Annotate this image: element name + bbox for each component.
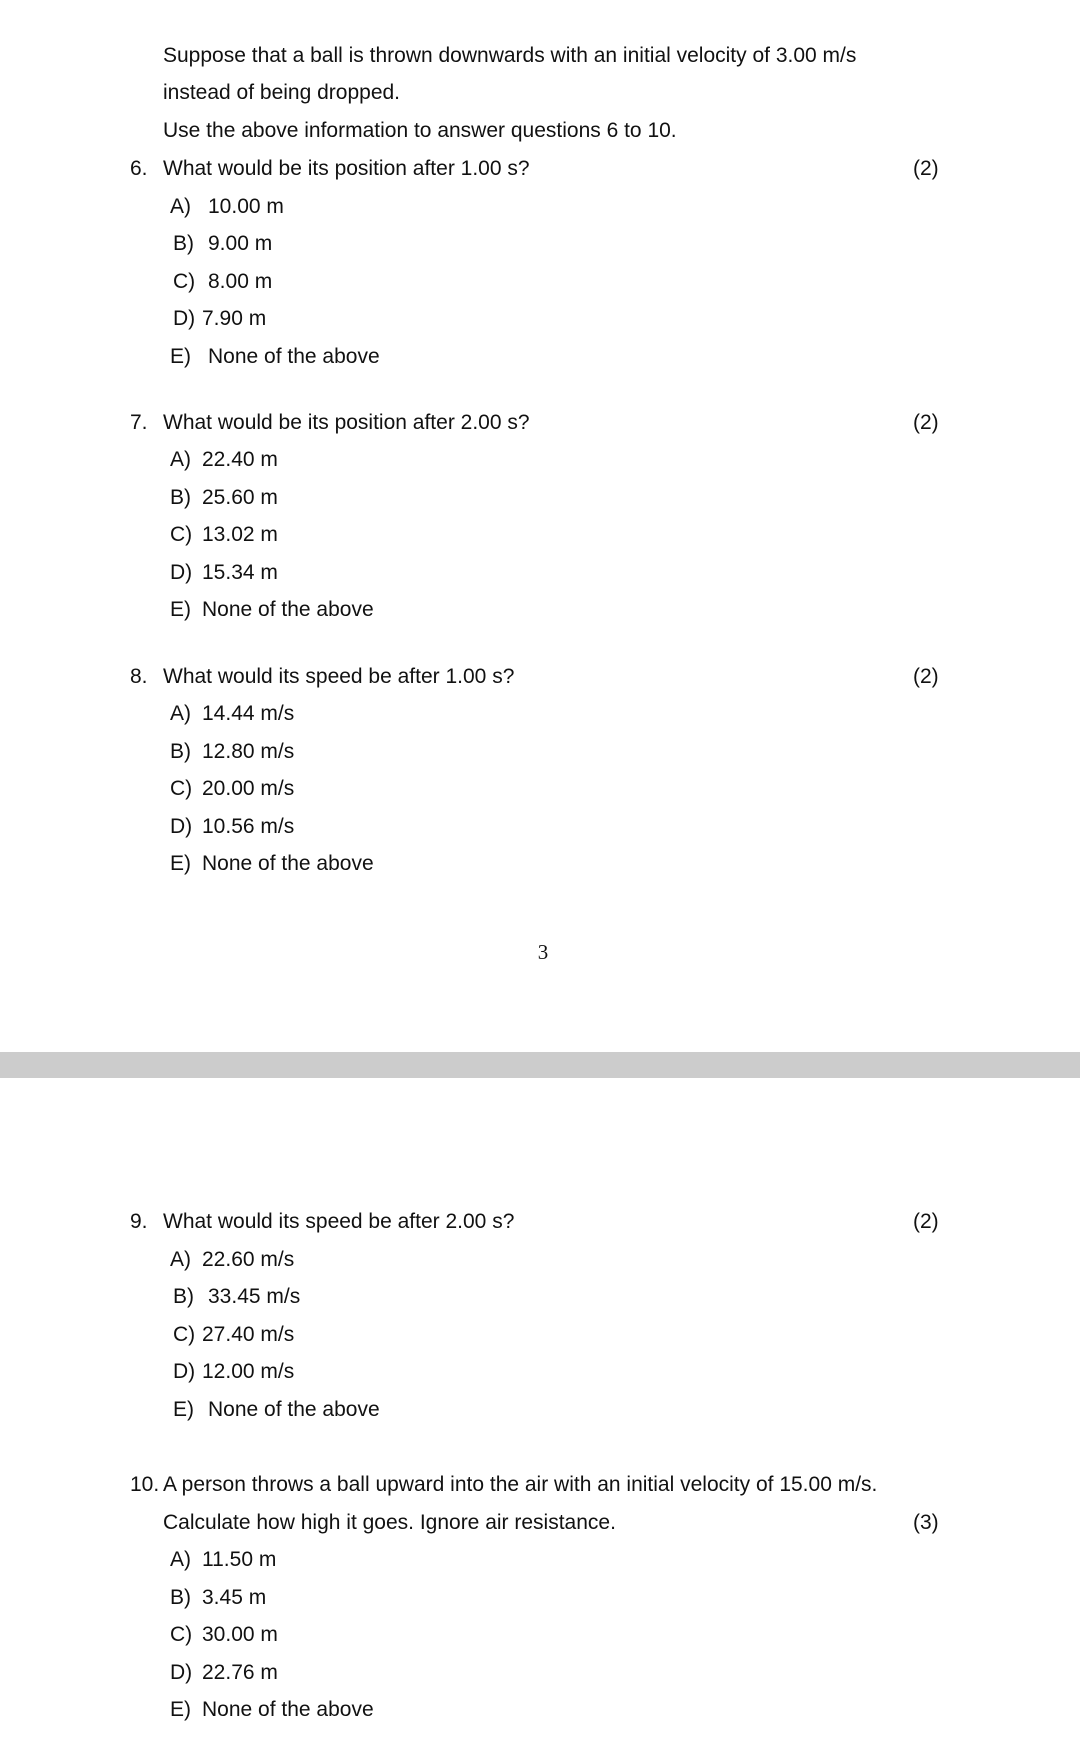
- option-letter: A): [170, 448, 191, 471]
- option-letter: C): [170, 777, 193, 800]
- option-text: 3.45 m: [202, 1586, 267, 1609]
- option-c: [170, 1623, 278, 1647]
- page-number: 3: [537, 940, 549, 964]
- option-text: 13.02 m: [202, 523, 278, 546]
- question-text: A person throws a ball upward into the air with an initial velocity of 15.00 m/s.: [163, 1473, 878, 1496]
- option-letter: A): [170, 195, 191, 218]
- option-d: [170, 1661, 278, 1685]
- option-text: 22.40 m: [202, 448, 278, 471]
- option-e: [170, 852, 374, 876]
- option-e: [170, 598, 374, 622]
- option-b: [170, 740, 294, 764]
- option-letter: D): [170, 1661, 193, 1684]
- option-text: 12.00 m/s: [202, 1360, 295, 1383]
- option-c: [173, 270, 272, 294]
- option-text: 25.60 m: [202, 486, 278, 509]
- option-text: 22.76 m: [202, 1661, 278, 1684]
- option-letter: E): [170, 345, 191, 368]
- option-text: 14.44 m/s: [202, 702, 295, 725]
- option-letter: E): [170, 1698, 191, 1721]
- option-d: [173, 307, 266, 331]
- option-text: 27.40 m/s: [202, 1323, 295, 1346]
- intro-line-1: Suppose that a ball is thrown downwards with an initial velocity of 3.00 m/s: [163, 44, 857, 67]
- option-c: [170, 777, 294, 801]
- option-text: 10.56 m/s: [202, 815, 295, 838]
- question-text: What would be its position after 1.00 s?: [163, 157, 530, 180]
- option-letter: B): [173, 232, 194, 255]
- option-letter: A): [170, 702, 191, 725]
- option-d: [170, 561, 278, 585]
- question-number: 7.: [130, 411, 148, 434]
- option-b: [173, 1285, 300, 1309]
- option-d: [170, 815, 294, 839]
- option-text: None of the above: [208, 345, 380, 368]
- option-letter: C): [173, 270, 196, 293]
- option-letter: A): [170, 1548, 191, 1571]
- option-text: 20.00 m/s: [202, 777, 295, 800]
- option-text: 30.00 m: [202, 1623, 278, 1646]
- option-letter: A): [170, 1248, 191, 1271]
- question-text: What would its speed be after 2.00 s?: [163, 1210, 515, 1233]
- option-text: 7.90 m: [202, 307, 267, 330]
- option-letter: C): [170, 1623, 193, 1646]
- question-number: 10.: [130, 1473, 160, 1496]
- option-letter: D): [170, 815, 193, 838]
- option-letter: E): [173, 1398, 194, 1421]
- option-letter: B): [170, 740, 191, 763]
- option-b: [173, 232, 272, 256]
- option-a: [170, 702, 294, 726]
- question-marks: (2): [913, 411, 939, 434]
- option-text: 10.00 m: [208, 195, 284, 218]
- option-a: [170, 1248, 294, 1272]
- option-text: None of the above: [208, 1398, 380, 1421]
- option-text: 8.00 m: [208, 270, 273, 293]
- option-letter: D): [173, 307, 196, 330]
- option-letter: B): [170, 486, 191, 509]
- option-letter: C): [173, 1323, 196, 1346]
- question-number: 9.: [130, 1210, 148, 1233]
- question-marks: (2): [913, 1210, 939, 1233]
- option-text: None of the above: [202, 1698, 374, 1721]
- question-text-continued: Calculate how high it goes. Ignore air resistance.: [163, 1511, 616, 1534]
- option-letter: E): [170, 598, 191, 621]
- option-c: [173, 1323, 294, 1347]
- question-number: 6.: [130, 157, 148, 180]
- option-text: 15.34 m: [202, 561, 278, 584]
- option-b: [170, 486, 278, 510]
- option-a: [170, 195, 284, 219]
- option-text: 11.50 m: [202, 1548, 277, 1571]
- option-a: [170, 1548, 276, 1572]
- option-letter: E): [170, 852, 191, 875]
- question-text: What would its speed be after 1.00 s?: [163, 665, 515, 688]
- option-text: None of the above: [202, 598, 374, 621]
- question-text: What would be its position after 2.00 s?: [163, 411, 530, 434]
- option-letter: D): [173, 1360, 196, 1383]
- option-text: 12.80 m/s: [202, 740, 295, 763]
- option-a: [170, 448, 278, 472]
- question-number: 8.: [130, 665, 148, 688]
- option-e: [170, 1698, 374, 1722]
- option-b: [170, 1586, 266, 1610]
- option-d: [173, 1360, 294, 1384]
- option-letter: B): [170, 1586, 191, 1609]
- option-text: None of the above: [202, 852, 374, 875]
- option-e: [173, 1398, 380, 1422]
- option-letter: D): [170, 561, 193, 584]
- option-e: [170, 345, 380, 369]
- option-text: 9.00 m: [208, 232, 273, 255]
- option-c: [170, 523, 278, 547]
- option-letter: B): [173, 1285, 194, 1308]
- option-letter: C): [170, 523, 193, 546]
- intro-line-3: Use the above information to answer questions 6 to 10.: [163, 119, 677, 142]
- question-marks: (2): [913, 157, 939, 180]
- page-break-divider: [0, 1052, 1080, 1078]
- question-marks: (2): [913, 665, 939, 688]
- option-text: 22.60 m/s: [202, 1248, 295, 1271]
- intro-line-2: instead of being dropped.: [163, 81, 401, 104]
- question-marks: (3): [913, 1511, 939, 1534]
- option-text: 33.45 m/s: [208, 1285, 301, 1308]
